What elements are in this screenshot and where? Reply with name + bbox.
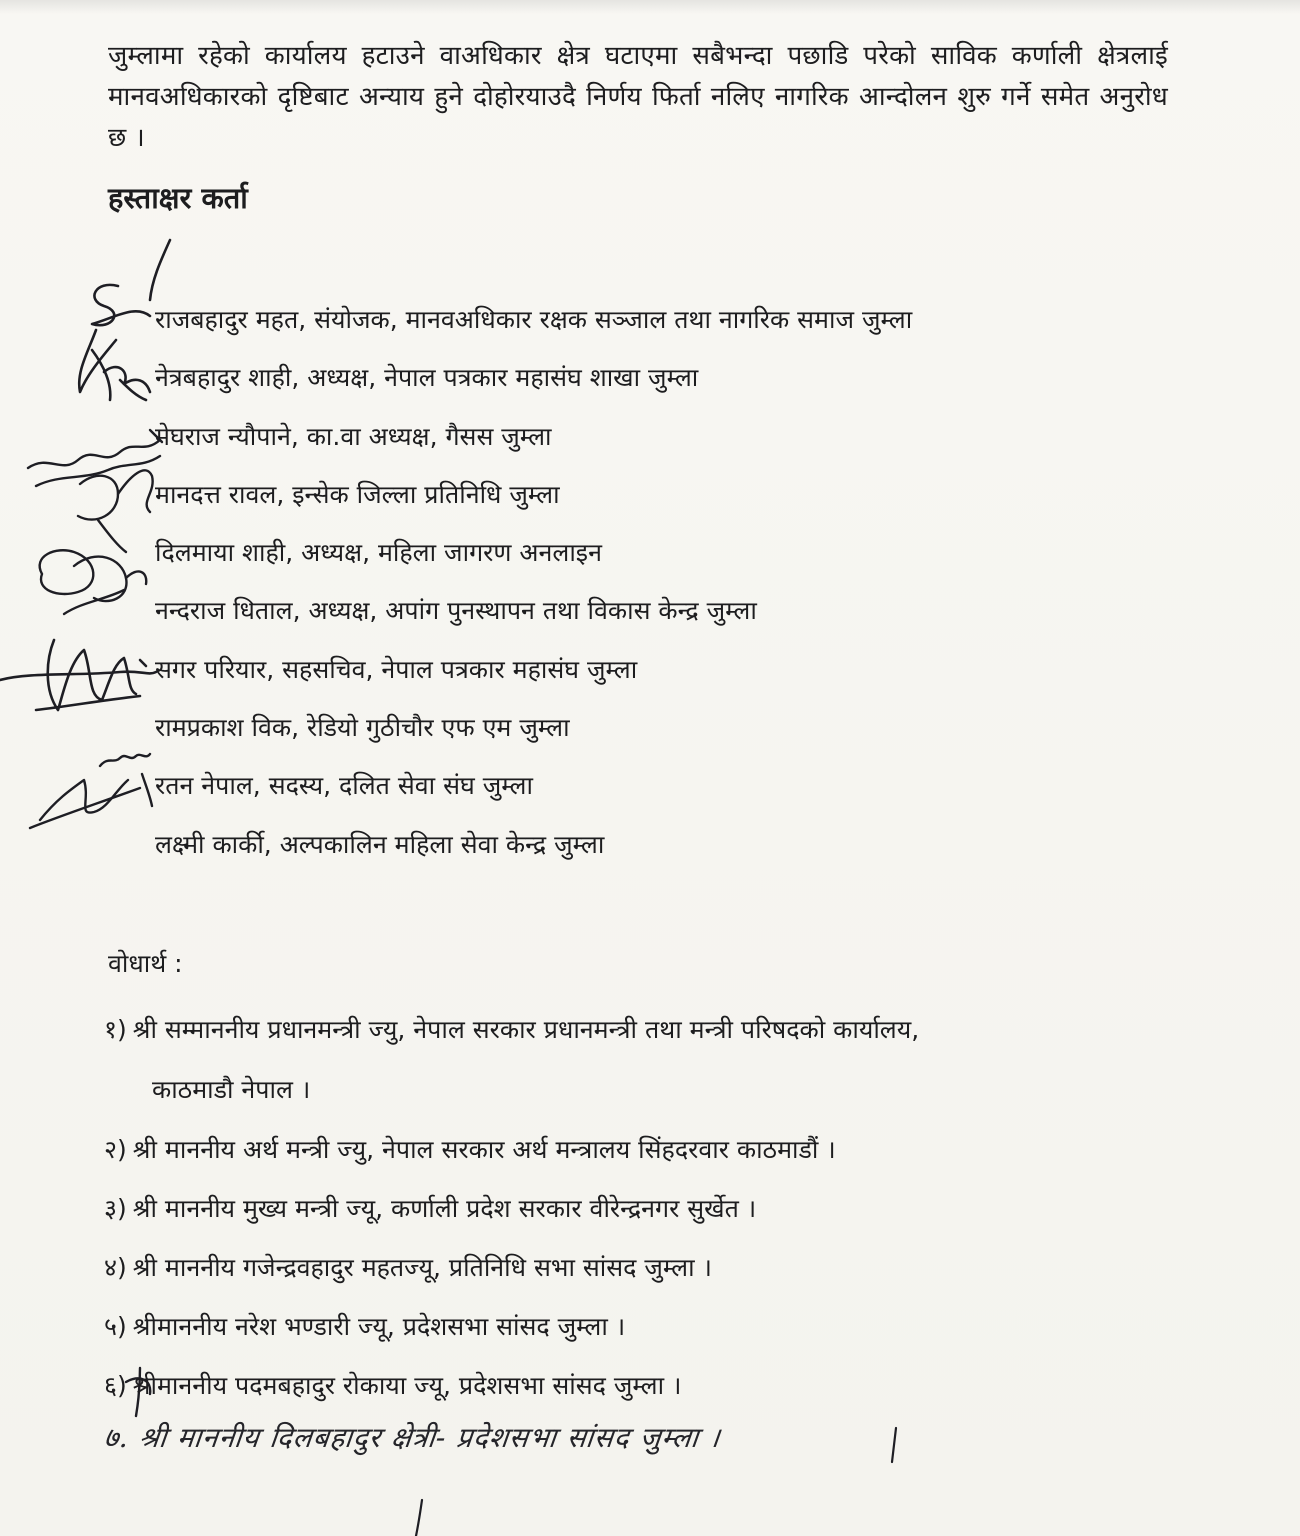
cc-text: श्रीमाननीय नरेश भण्डारी ज्यू, प्रदेशसभा सांसद जुम्ला । [132, 1312, 626, 1341]
signatory-4: मानदत्त रावल, इन्सेक जिल्ला प्रतिनिधि जुम्ला [155, 479, 560, 509]
cc-item-4 [104, 1248, 1224, 1307]
signatory-2: नेत्रबहादुर शाही, अध्यक्ष, नेपाल पत्रकार महासंघ शाखा जुम्ला [155, 363, 699, 393]
cc-text: श्रीमाननीय पदमबहादुर रोकाया ज्यू, प्रदेशसभा सांसद जुम्ला । [132, 1371, 682, 1400]
cc-item-6 [104, 1366, 1224, 1425]
signature-2-icon [92, 350, 150, 400]
intro-paragraph: जुम्लामा रहेको कार्यालय हटाउने वाअधिकार क्षेत्र घटाएमा सबैभन्दा पछाडि परेको साविक कर्णाली क्षेत्रलाई मानवअधिकारको दृष्टिबाट अन्याय हुने दोहोरयाउदै निर्णय फिर्ता नलिए नागरिक आन्दोलन शुरु गर्ने समेत अनुरोध छ । [108, 41, 1168, 153]
signatory-9: रतन नेपाल, सदस्य, दलित सेवा संघ जुम्ला [155, 771, 533, 801]
signatory-1: राजबहादुर महत, संयोजक, मानवअधिकार रक्षक सञ्जाल तथा नागरिक समाज जुम्ला [155, 305, 913, 334]
cc-text: श्री माननीय अर्थ मन्त्री ज्यु, नेपाल सरकार अर्थ मन्त्रालय सिंहदरवार काठमाडौं । [132, 1135, 836, 1164]
handwritten-cc-item-7: ७. श्री माननीय दिलबहादुर क्षेत्री- प्रदेशसभा सांसद जुम्ला । [102, 1421, 723, 1454]
cc-item-2 [104, 1130, 1224, 1189]
signatory-10: लक्ष्मी कार्की, अल्पकालिन महिला सेवा केन्द्र जुम्ला [155, 829, 605, 859]
cc-number: १) [104, 1015, 127, 1044]
signatory-5: दिलमाया शाही, अध्यक्ष, महिला जागरण अनलाइन [155, 538, 602, 568]
cc-text: श्री माननीय गजेन्द्रवहादुर महतज्यू, प्रतिनिधि सभा सांसद जुम्ला । [132, 1253, 713, 1282]
cc-text: श्री माननीय मुख्य मन्त्री ज्यू, कर्णाली प्रदेश सरकार वीरेन्द्रनगर सुर्खेत । [132, 1194, 757, 1223]
signatory-7: सगर परियार, सहसचिव, नेपाल पत्रकार महासंघ जुम्ला [155, 654, 638, 684]
signature-5-icon [40, 550, 147, 614]
signature-4-icon [78, 470, 153, 552]
signature-6-icon [0, 640, 156, 710]
cc-number: ५) [104, 1312, 127, 1341]
cc-text-continued: काठमाडौ नेपाल । [152, 1075, 311, 1104]
cc-list [104, 1010, 1224, 1425]
signature-3-icon [28, 430, 162, 486]
cc-item-5 [104, 1307, 1224, 1366]
signatories-heading: हस्ताक्षर कर्ता [108, 181, 248, 215]
signature-7-icon [30, 754, 152, 828]
signatory-list [155, 300, 912, 883]
signatory-8: रामप्रकाश विक, रेडियो गुठीचौर एफ एम जुम्ला [155, 713, 570, 743]
scan-edge-shadow [0, 0, 1300, 14]
cc-number: ६) [104, 1371, 127, 1400]
cc-label: वोधार्थ : [108, 949, 183, 978]
cc-item-1 [104, 1010, 1224, 1130]
signatory-6: नन्दराज धिताल, अध्यक्ष, अपांग पुनस्थापन तथा विकास केन्द्र जुम्ला [155, 596, 757, 626]
cc-item-3 [104, 1189, 1224, 1248]
signatory-3: मेघराज न्यौपाने, का.वा अध्यक्ष, गैसस जुम्ला [155, 421, 552, 451]
cc-number: ३) [104, 1194, 127, 1223]
cc-text: श्री सम्माननीय प्रधानमन्त्री ज्यु, नेपाल सरकार प्रधानमन्त्री तथा मन्त्री परिषदको कार्यालय, [132, 1015, 920, 1044]
cc-number: २) [104, 1135, 127, 1164]
cc-number: ४) [104, 1253, 127, 1282]
